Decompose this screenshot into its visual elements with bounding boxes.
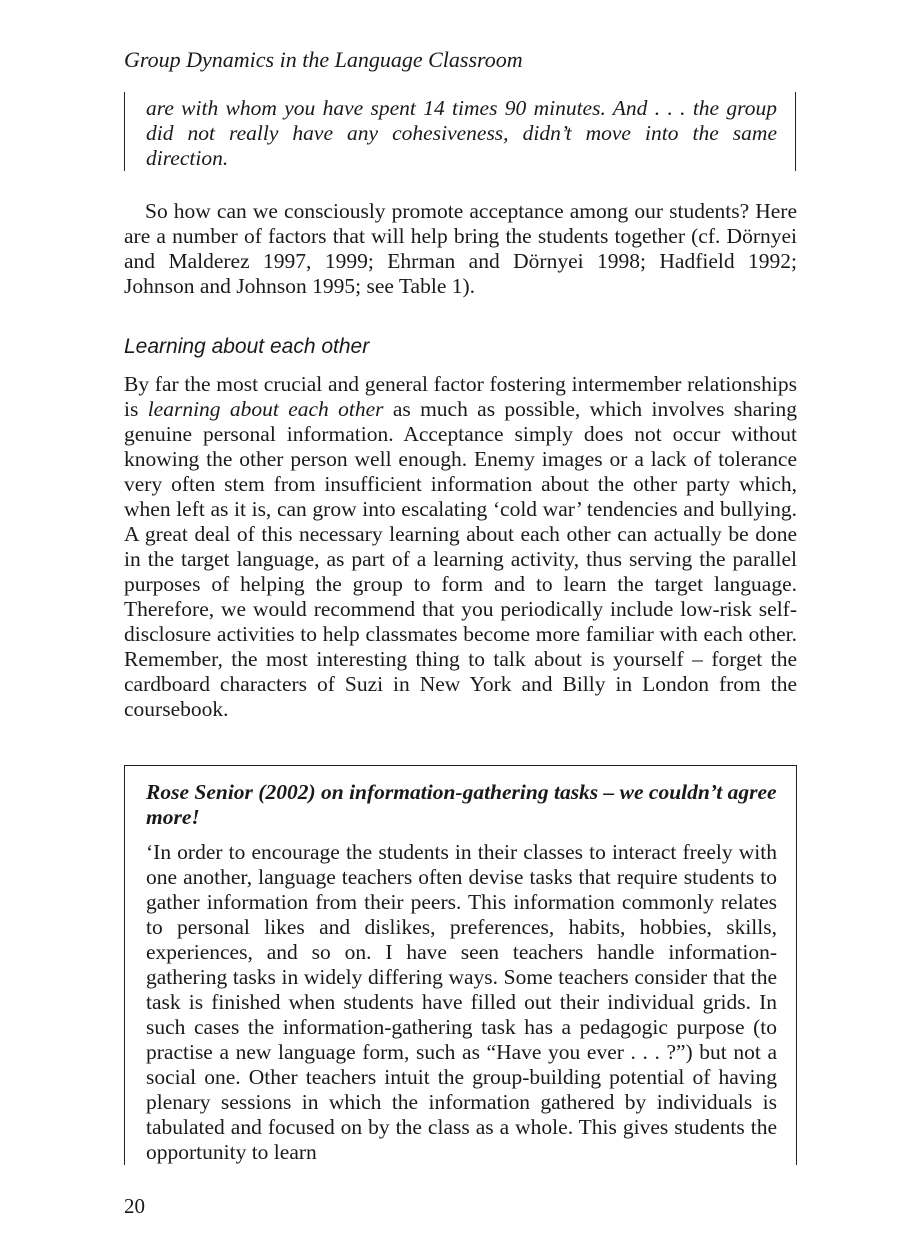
section-heading: Learning about each other — [124, 335, 370, 358]
running-header-title: Group Dynamics in the Language Classroom — [124, 47, 523, 72]
emphasized-phrase: learning about each other — [147, 397, 384, 421]
paragraph-text-start: By far the most crucial and general factor fostering intermember relationships is — [124, 372, 797, 421]
continued-quote-box — [124, 92, 796, 171]
boxed-quote — [124, 765, 797, 1165]
page-number: 20 — [124, 1194, 145, 1218]
section-paragraph — [124, 372, 797, 722]
paragraph-text-end: as much as possible, which involves sharing genuine personal information. Acceptance simply does not occur without knowing the other person well enough. Enemy images or a lack of tolerance very often stem from insufficient information about the other party which, when left as it is, can grow into escalating ‘cold war’ tendencies and bullying. A great deal of this necessary learning about each other can actually be done in the target language, as part of a learning activity, thus serving the parallel purposes of helping the group to form and to learn the target language. Therefore, we would recommend that you periodically include low-risk self-disclosure activities to help classmates become more familiar with each other. Remember, the most interesting thing to talk about is yourself – forget the cardboard characters of Suzi in New York and Billy in London from the coursebook. — [124, 397, 797, 721]
boxed-quote-text: ‘In order to encourage the students in their classes to interact freely with one another, language teachers often devise tasks that require students to gather information from their peers. This information commonly relates to personal likes and dislikes, preferences, habits, hobbies, skills, experiences, and so on. I have seen teachers handle information-gathering tasks in widely differing ways. Some teachers consider that the task is finished when students have filled out their individual grids. In such cases the information-gathering task has a pedagogic purpose (to practise a new language form, such as “Have you ever . . . ?”) but not a social one. Other teachers intuit the group-building potential of having plenary sessions in which the information gathered by individuals is tabulated and focused on by the class as a whole. This gives students the opportunity to learn — [146, 840, 777, 1164]
continued-quote-text: are with whom you have spent 14 times 90 minutes. And . . . the group did not really have any cohesiveness, didn’t move into the same direction. — [146, 96, 777, 170]
intro-paragraph: So how can we consciously promote acceptance among our students? Here are a number of factors that will help bring the students together (cf. Dörnyei and Malderez 1997, 1999; Ehrman and Dörnyei 1998; Hadfield 1992; Johnson and Johnson 1995; see Table 1). — [124, 199, 797, 298]
boxed-quote-title: Rose Senior (2002) on information-gathering tasks – we couldn’t agree more! — [146, 780, 777, 829]
